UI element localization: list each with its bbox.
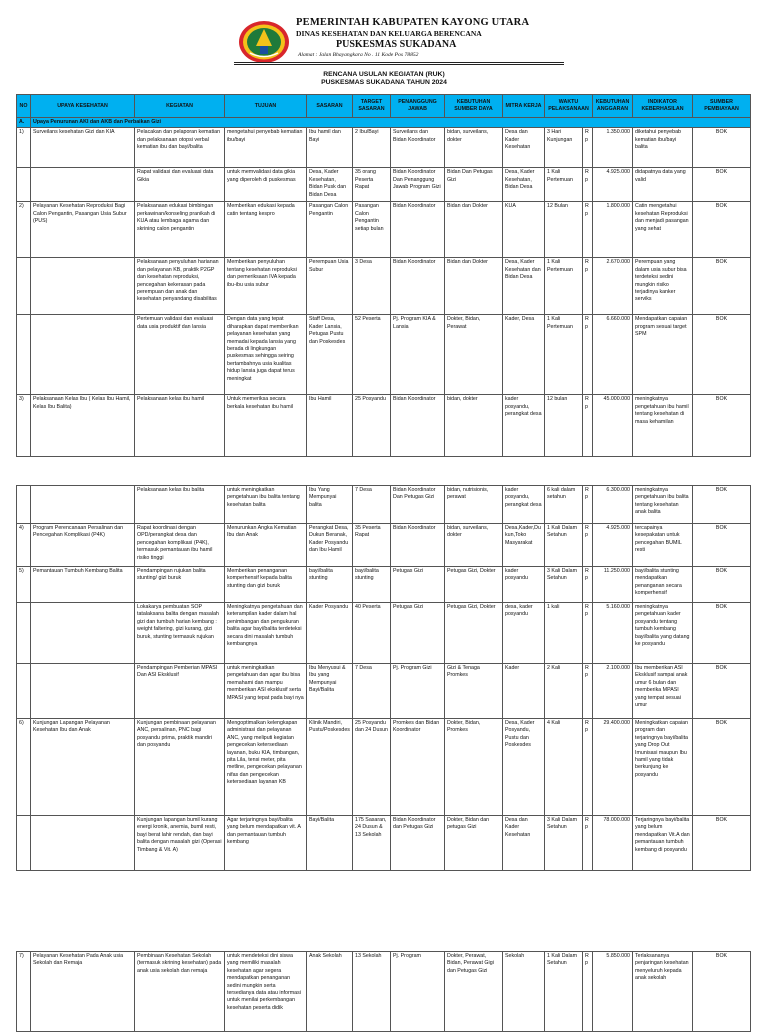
row-indikator: Terlaksananya penjaringan kesehatan menyeluruh kepada anak sekolah — [633, 952, 693, 1032]
ruk-table-page-2 — [16, 485, 751, 871]
title-line-1: RENCANA USULAN KEGIATAN (RUK) — [323, 71, 445, 78]
row-tujuan: untuk meningkatkan pengetahuan ibu balita tentang kesehatan balita — [225, 486, 307, 524]
row-tujuan: Meningkatnya pengetahuan dan keterampilan kader dalam hal penimbangan dan pengukuran balita agar bayi/balita terdeteksi secara dini masalah tumbuh kembangnya — [225, 603, 307, 664]
row-waktu: 2 Kali — [545, 664, 583, 719]
row-upaya — [31, 664, 135, 719]
row-target: 175 Sasaran, 24 Dusun & 13 Sekolah — [353, 816, 391, 871]
row-sumber-daya: Bidan Dan Petugas Gizi — [445, 168, 503, 202]
row-kegiatan: Pendampingan rujukan balita stunting/ gizi buruk — [135, 567, 225, 603]
row-sumber-daya: Gizi & Tenaga Promkes — [445, 664, 503, 719]
row-tujuan: Untuk memeriksa secara berkala kesehatan ibu hamil — [225, 395, 307, 457]
row-kegiatan: Pelaksanaan kelas ibu hamil — [135, 395, 225, 457]
row-upaya: Pelayanan Kesehatan Pada Anak usia Sekolah dan Remaja — [31, 952, 135, 1032]
row-waktu: 3 Hari Kunjungan — [545, 128, 583, 168]
col-header-waktu: WAKTU PELAKSANAAN — [545, 95, 593, 118]
row-indikator: meningkatnya pengetahuan ibu balita tentang kesehatan anak balita — [633, 486, 693, 524]
row-kegiatan: Pendampingan Pemberian MPASI Dan ASI Eksklusif — [135, 664, 225, 719]
row-sumber-daya: Dokter, Bidan, Promkes — [445, 719, 503, 816]
row-tujuan: Menurunkan Angka Kematian Ibu dan Anak — [225, 524, 307, 567]
row-number: 4) — [17, 524, 31, 567]
col-header-pj: PENANGGUNG JAWAB — [391, 95, 445, 118]
row-indikator: Terjaringnya bayi/balita yang belum mendapatkan Vit.A dan pemantauan tumbuh kembang di posyandu — [633, 816, 693, 871]
row-waktu: 12 bulan — [545, 395, 583, 457]
row-waktu: 6 kali dalam setahun — [545, 486, 583, 524]
row-penanggung-jawab: Pj. Program KIA & Lansia — [391, 315, 445, 395]
row-currency: Rp — [583, 315, 593, 395]
row-anggaran: 1.800.000 — [593, 202, 633, 258]
table-row — [17, 664, 751, 719]
row-sumber-daya: bidan, surveilans, dokter — [445, 128, 503, 168]
row-currency: Rp — [583, 128, 593, 168]
row-sasaran: bayi/balita stunting — [307, 567, 353, 603]
row-sasaran: Pasangan Calon Pengantin — [307, 202, 353, 258]
facility-name: PUSKESMAS SUKADANA — [336, 39, 457, 50]
row-sumber-pembiayaan: BOK — [693, 952, 751, 1032]
col-header-target: TARGET SASARAN — [353, 95, 391, 118]
row-sumber-pembiayaan: BOK — [693, 603, 751, 664]
row-anggaran: 78.000.000 — [593, 816, 633, 871]
row-currency: Rp — [583, 816, 593, 871]
row-number — [17, 816, 31, 871]
row-penanggung-jawab: Petugas Gizi — [391, 567, 445, 603]
row-penanggung-jawab: Bidan Koordinator Dan Penanggung Jawab Program Gizi — [391, 168, 445, 202]
letterhead-divider-thin — [234, 64, 564, 65]
row-sumber-pembiayaan: BOK — [693, 395, 751, 457]
row-target: bayi/balita stunting — [353, 567, 391, 603]
row-tujuan: Dengan data yang tepat diharapkan dapat memberikan pelayanan kesehatan yang memadai kepada lansia yang berada di lingkungan puskesmas sehingga seiring bertambahnya usia kualitas hidup lansia juga dapat terus meningkat — [225, 315, 307, 395]
row-anggaran: 5.850.000 — [593, 952, 633, 1032]
row-sumber-pembiayaan: BOK — [693, 486, 751, 524]
row-target: 25 Posyandu — [353, 395, 391, 457]
row-waktu: 3 Kali Dalam Setahun — [545, 816, 583, 871]
table-row — [17, 486, 751, 524]
row-anggaran: 29.400.000 — [593, 719, 633, 816]
row-currency: Rp — [583, 486, 593, 524]
row-number: 6) — [17, 719, 31, 816]
row-kegiatan: Kunjungan pembinaan pelayanan ANC, persalinan, PNC bagi posyandu prima, praktik mandiri dan posyandu — [135, 719, 225, 816]
row-upaya — [31, 315, 135, 395]
table-row — [17, 816, 751, 871]
row-sasaran: Perempuan Usia Subur — [307, 258, 353, 315]
row-penanggung-jawab: Bidan Koordinator — [391, 395, 445, 457]
row-sasaran: Ibu Menyusui & Ibu yang Mempunyai Bayi/Balita — [307, 664, 353, 719]
row-sumber-daya: Dokter, Bidan dan petugas Gizi — [445, 816, 503, 871]
row-anggaran: 5.160.000 — [593, 603, 633, 664]
kayong-utara-emblem-icon — [238, 20, 290, 64]
row-tujuan: Memberikan penyuluhan tentang kesehatan reproduksi dan pemeriksaan IVA kepada ibu-ibu usia subur — [225, 258, 307, 315]
row-mitra-kerja: Sekolah — [503, 952, 545, 1032]
row-indikator: Meningkatkan capaian program dan terjaringnya bayi/balita yang Drop Out Imunisasi maupun Ibu hamil yang tidak berkunjung ke posyandu — [633, 719, 693, 816]
row-upaya: Pelaksanaan Kelas Ibu ( Kelas Ibu Hamil, Kelas Ibu Balita) — [31, 395, 135, 457]
row-anggaran: 11.250.000 — [593, 567, 633, 603]
row-currency: Rp — [583, 258, 593, 315]
col-header-no: NO — [17, 95, 31, 118]
row-mitra-kerja: Desa dan Kader Kesehatan — [503, 128, 545, 168]
row-sumber-daya: bidan, nutrisionis, perawat — [445, 486, 503, 524]
government-name: PEMERINTAH KABUPATEN KAYONG UTARA — [296, 17, 530, 28]
row-sasaran: Staff Desa, Kader Lansia, Petugas Pustu dan Poskesdes — [307, 315, 353, 395]
col-header-upaya: UPAYA KESEHATAN — [31, 95, 135, 118]
ruk-table-page-1 — [16, 94, 751, 457]
row-indikator: Catin mengetahui kesehatan Reproduksi dan menjadi pasangan yang sehat — [633, 202, 693, 258]
table-header-row — [17, 95, 751, 118]
table-row — [17, 395, 751, 457]
col-header-biaya: SUMBER PEMBIAYAAN — [693, 95, 751, 118]
row-anggaran: 6.300.000 — [593, 486, 633, 524]
row-indikator: bayi/balita stunting mendapatkan penanganan secara komperhensif — [633, 567, 693, 603]
row-kegiatan: Pelaksanaan penyuluhan harianan dan pelayanan KB, praktik P2GP dan kesehatan reproduksi, pencegahan kekerasan pada perempuan dan anak dan kesehatan penyandang disabilitas — [135, 258, 225, 315]
row-anggaran: 45.000.000 — [593, 395, 633, 457]
row-sasaran: Perangkat Desa, Dukun Beranak, Kader Posyandu dan Ibu Hamil — [307, 524, 353, 567]
row-kegiatan: Pelaksanaan edukasi bimbingan perkawinan/konseling pranikah di KUA atau lembaga agama dan skrining calon pengantin — [135, 202, 225, 258]
row-target: 40 Peserta — [353, 603, 391, 664]
table-row — [17, 315, 751, 395]
section-label: Upaya Penurunan AKI dan AKB dan Perbaikan Gizi — [31, 118, 751, 128]
table-row — [17, 128, 751, 168]
department-name: DINAS KESEHATAN DAN KELUARGA BERENCANA — [296, 29, 482, 38]
col-header-mitra: MITRA KERJA — [503, 95, 545, 118]
row-anggaran: 1.350.000 — [593, 128, 633, 168]
row-number — [17, 258, 31, 315]
row-penanggung-jawab: Promkes dan Bidan Koordinator — [391, 719, 445, 816]
table-row — [17, 603, 751, 664]
row-currency: Rp — [583, 664, 593, 719]
row-target: 7 Desa — [353, 486, 391, 524]
letterhead-divider — [234, 62, 564, 63]
section-number: A. — [17, 118, 31, 128]
row-anggaran: 4.925.000 — [593, 168, 633, 202]
row-sasaran: Ibu hamil dan Bayi — [307, 128, 353, 168]
row-tujuan: untuk memvalidasi data gikia yang diperoleh di puskesmas — [225, 168, 307, 202]
row-mitra-kerja: kader posyandu — [503, 567, 545, 603]
row-kegiatan: Kunjungan lapangan bumil kurang energi kronik, anemia, bumil resti, bayi berat lahir rendah, dan bayi balita dengan masalah gizi (Operasi Timbang & Vit. A) — [135, 816, 225, 871]
row-kegiatan: Pelacakan dan pelaporan kematian dan pelaksanaan otopsi verbal kematian ibu dan bayi/balita — [135, 128, 225, 168]
row-penanggung-jawab: Bidan Koordinator Dan Petugas Gizi — [391, 486, 445, 524]
row-penanggung-jawab: Pj. Program Gizi — [391, 664, 445, 719]
address: Alamat : Jalan Bhayangkara No . 11 Kode Pos 78852 — [298, 52, 419, 58]
row-sumber-pembiayaan: BOK — [693, 719, 751, 816]
row-penanggung-jawab: Bidan Koordinator — [391, 258, 445, 315]
row-tujuan: Mengoptimalkan kelengkapan administrasi dan pelayanan ANC, yang meliputi kegiatan pengecekan ketersediaan layanan, buku KIA, timbangan, pita Lila, tensi meter, pita metline, pengecekan pelayanan nifas dan pengecekan ketersediaan layanan KB — [225, 719, 307, 816]
row-sumber-pembiayaan: BOK — [693, 524, 751, 567]
row-waktu: 1 Kali Pertemuan — [545, 258, 583, 315]
row-indikator: Ibu memberikan ASI Eksklusif sampai anak umur 6 bulan dan memberika MPASI yang tempat sesuai umur — [633, 664, 693, 719]
row-tujuan: Agar terjaringnya bayi/balita yang belum mendapatkan vit. A dan pemantauan tumbuh kembang — [225, 816, 307, 871]
table-row — [17, 168, 751, 202]
row-currency: Rp — [583, 952, 593, 1032]
row-tujuan: untuk mendeteksi dini siswa yang memiliki masalah kesehatan agar segera mendapatkan penanganan sedini mungkin serta tersedianya data atau informasi untuk menilai perkembangan kesehatan peserta didik — [225, 952, 307, 1032]
ruk-table-page-3 — [16, 951, 751, 1032]
table-row — [17, 202, 751, 258]
row-upaya — [31, 816, 135, 871]
row-sasaran: Kader Posyandu — [307, 603, 353, 664]
col-header-sasaran: SASARAN — [307, 95, 353, 118]
row-currency: Rp — [583, 168, 593, 202]
row-target: Pasangan Calon Pengantin setiap bulan — [353, 202, 391, 258]
row-penanggung-jawab: Bidan Koordinator — [391, 202, 445, 258]
row-indikator: meningkatnya pengetahuan ibu hamil tentang kesehatan di masa kehamilan — [633, 395, 693, 457]
row-number: 1) — [17, 128, 31, 168]
col-header-indikator: INDIKATOR KEBERHASILAN — [633, 95, 693, 118]
row-waktu: 1 Kali Pertemuan — [545, 315, 583, 395]
row-sasaran: Anak Sekolah — [307, 952, 353, 1032]
table-row — [17, 524, 751, 567]
row-upaya — [31, 603, 135, 664]
row-waktu: 1 Kali Dalam Setahun — [545, 952, 583, 1032]
row-kegiatan: Pertemuan validasi dan evaluasi data usia produktif dan lansia — [135, 315, 225, 395]
row-number: 3) — [17, 395, 31, 457]
row-mitra-kerja: Desa, Kader Kesehatan dan Bidan Desa — [503, 258, 545, 315]
row-sasaran: Ibu Yang Mempunyai balita — [307, 486, 353, 524]
row-penanggung-jawab: Pj. Program — [391, 952, 445, 1032]
row-kegiatan: Pembinaan Kesehatan Sekolah (termasuk skrining kesehatan) pada anak usia sekolah dan remaja — [135, 952, 225, 1032]
row-anggaran: 6.660.000 — [593, 315, 633, 395]
row-sumber-pembiayaan: BOK — [693, 315, 751, 395]
row-sumber-daya: bidan, dokter — [445, 395, 503, 457]
row-mitra-kerja: Kader — [503, 664, 545, 719]
row-sumber-daya: Dokter, Bidan, Perawat — [445, 315, 503, 395]
row-sumber-daya: Bidan dan Dokter — [445, 202, 503, 258]
row-anggaran: 4.925.000 — [593, 524, 633, 567]
row-number — [17, 486, 31, 524]
row-currency: Rp — [583, 202, 593, 258]
row-waktu: 12 Bulan — [545, 202, 583, 258]
row-sumber-pembiayaan: BOK — [693, 664, 751, 719]
col-header-kegiatan: KEGIATAN — [135, 95, 225, 118]
row-upaya — [31, 168, 135, 202]
row-number — [17, 168, 31, 202]
row-indikator: tercapainya kesepakatan untuk pencegahan BUMIL resti — [633, 524, 693, 567]
row-mitra-kerja: KUA — [503, 202, 545, 258]
row-waktu: 1 Kali Dalam Setahun — [545, 524, 583, 567]
row-currency: Rp — [583, 719, 593, 816]
row-sumber-pembiayaan: BOK — [693, 168, 751, 202]
row-tujuan: Memberikan penanganan komperhensif kepada balita stunting dan gizi buruk — [225, 567, 307, 603]
row-upaya — [31, 258, 135, 315]
row-mitra-kerja: kader posyandu, perangkat desa — [503, 486, 545, 524]
row-waktu: 4 Kali — [545, 719, 583, 816]
table-row — [17, 952, 751, 1032]
document-title — [0, 71, 768, 87]
row-sumber-pembiayaan: BOK — [693, 816, 751, 871]
row-indikator: Mendapatkan capaian program sesuai target SPM — [633, 315, 693, 395]
col-header-sumberdaya: KEBUTUHAN SUMBER DAYA — [445, 95, 503, 118]
row-sasaran: Desa, Kader Kesehatan, Bidan Pusk dan Bidan Desa — [307, 168, 353, 202]
row-penanggung-jawab: Bidan Koordinator — [391, 524, 445, 567]
row-tujuan: Memberikan edukasi kepada catin tentang kespro — [225, 202, 307, 258]
row-target: 7 Desa — [353, 664, 391, 719]
row-target: 25 Posyandu dan 24 Dusun — [353, 719, 391, 816]
row-tujuan: mengetahui penyebab kematian ibu/bayi — [225, 128, 307, 168]
row-sumber-daya: Petugas Gizi, Dokter — [445, 603, 503, 664]
row-currency: Rp — [583, 603, 593, 664]
row-sumber-pembiayaan: BOK — [693, 567, 751, 603]
row-target: 13 Sekolah — [353, 952, 391, 1032]
row-upaya: Pemantauan Tumbuh Kembang Balita — [31, 567, 135, 603]
row-tujuan: untuk meningkatkan pengetahuan dan agar ibu bisa memahami dan mampu memberikan ASI eksklusif serta MPASI yang tepat pada bayi nya — [225, 664, 307, 719]
row-sumber-daya: bidan, surveilans, dokter — [445, 524, 503, 567]
row-number: 5) — [17, 567, 31, 603]
row-sasaran: Bayi/Balita — [307, 816, 353, 871]
row-upaya — [31, 486, 135, 524]
row-penanggung-jawab: Bidan Koordinator dan Petugas Gizi — [391, 816, 445, 871]
row-penanggung-jawab: Petugas Gizi — [391, 603, 445, 664]
title-line-2: PUSKESMAS SUKADANA TAHUN 2024 — [321, 79, 447, 86]
row-mitra-kerja: Desa,Kader,Dukun,Toko Masyarakat — [503, 524, 545, 567]
row-sumber-pembiayaan: BOK — [693, 258, 751, 315]
row-currency: Rp — [583, 395, 593, 457]
row-number: 2) — [17, 202, 31, 258]
row-upaya: Program Perencanaan Persalinan dan Pencegahan Komplikasi (P4K) — [31, 524, 135, 567]
row-sasaran: Ibu Hamil — [307, 395, 353, 457]
col-header-anggaran: KEBUTUHAN ANGGARAN — [593, 95, 633, 118]
row-sumber-pembiayaan: BOK — [693, 202, 751, 258]
row-sumber-pembiayaan: BOK — [693, 128, 751, 168]
row-sasaran: Klinik Mandiri, Pustu/Poskesdes — [307, 719, 353, 816]
row-sumber-daya: Dokter, Perawat, Bidan, Perawat Gigi dan Petugas Gizi — [445, 952, 503, 1032]
row-mitra-kerja: kader posyandu, perangkat desa — [503, 395, 545, 457]
table-row — [17, 719, 751, 816]
row-target: 52 Peserta — [353, 315, 391, 395]
row-number — [17, 664, 31, 719]
row-currency: Rp — [583, 524, 593, 567]
row-upaya: Pelayanan Kesehatan Reproduksi Bagi Calon Pengantin, Pasangan Usia Subur (PUS) — [31, 202, 135, 258]
row-mitra-kerja: Desa, Kader Posyandu, Pustu dan Poskesdes — [503, 719, 545, 816]
row-target: 3 Desa — [353, 258, 391, 315]
table-row — [17, 258, 751, 315]
row-number — [17, 315, 31, 395]
row-penanggung-jawab: Surveilans dan Bidan Koordinator — [391, 128, 445, 168]
row-target: 35 Peserta Rapat — [353, 524, 391, 567]
row-sumber-daya: Bidan dan Dokter — [445, 258, 503, 315]
row-kegiatan: Rapat validasi dan evaluasi data Gikia — [135, 168, 225, 202]
row-indikator: Perempuan yang dalam usia subur bisa terdeteksi sedini mungkin risiko terjadinya kanker serviks — [633, 258, 693, 315]
row-indikator: meningkatnya pengetahuan kader posyandu tentang tumbuh kembang bayi/balita yang datang ke posyandu — [633, 603, 693, 664]
row-upaya: Kunjungan Lapangan Pelayanan Kesehatan Ibu dan Anak — [31, 719, 135, 816]
row-anggaran: 2.100.000 — [593, 664, 633, 719]
row-upaya: Surveilans kesehatan Gizi dan KIA — [31, 128, 135, 168]
section-row — [17, 118, 751, 128]
row-kegiatan: Rapat koordinasi dengan OPD/perangkat desa dan pencegahan komplikasi (P4K), termasuk pemantauan ibu hamil risiko tinggi — [135, 524, 225, 567]
row-mitra-kerja: Desa, Kader Kesehatan, Bidan Desa — [503, 168, 545, 202]
row-indikator: diketahui penyebab kematian ibu/bayi balita — [633, 128, 693, 168]
row-mitra-kerja: Kader, Desa — [503, 315, 545, 395]
row-mitra-kerja: desa, kader posyandu — [503, 603, 545, 664]
row-waktu: 3 Kali Dalam Setahun — [545, 567, 583, 603]
row-anggaran: 2.670.000 — [593, 258, 633, 315]
row-waktu: 1 kali — [545, 603, 583, 664]
row-target: 2 Ibu/Bayi — [353, 128, 391, 168]
row-number: 7) — [17, 952, 31, 1032]
row-target: 35 orang Peserta Rapat — [353, 168, 391, 202]
row-kegiatan: Pelaksanaan kelas ibu balita — [135, 486, 225, 524]
row-mitra-kerja: Desa dan Kader Kesehatan — [503, 816, 545, 871]
row-currency: Rp — [583, 567, 593, 603]
row-sumber-daya: Petugas Gizi, Dokter — [445, 567, 503, 603]
row-waktu: 1 Kali Pertemuan — [545, 168, 583, 202]
table-row — [17, 567, 751, 603]
row-number — [17, 603, 31, 664]
col-header-tujuan: TUJUAN — [225, 95, 307, 118]
row-kegiatan: Lokakarya pembuatan SOP tatalaksana balita dengan masalah gizi dan tumbuh harian kembang : weight faltering, gizi kurang, gizi buruk, stunting termasuk rujukan — [135, 603, 225, 664]
row-indikator: didapatnya data yang valid — [633, 168, 693, 202]
